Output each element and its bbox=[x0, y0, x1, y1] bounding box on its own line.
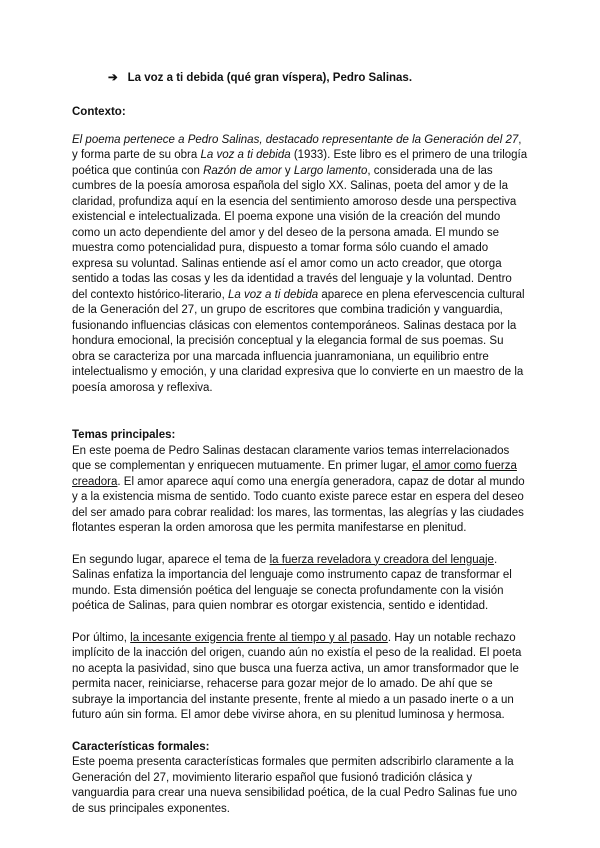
poem-title: La voz a ti debida (qué gran víspera), Pedro Salinas. bbox=[127, 72, 413, 84]
themes-paragraph-2: En segundo lugar, aparece el tema de la fuerza reveladora y creadora del lenguaje. Salinas enfatiza la importancia del lenguaje como instrumento capaz de transformar el mundo. Esta dimensión poética del lenguaje se conecta profundamente con la visión poética de Salinas, para quien nombrar es otorgar existencia, sentido e identidad. bbox=[72, 553, 512, 612]
context-paragraph: El poema pertenece a Pedro Salinas, destacado representante de la Generación del 27, y forma parte de su obra La voz a ti debida (1933). Este libro es el primero de una trilogía poética que continúa con Razón de amor y Largo lamento, considerada una de las cumbres de la poesía amorosa española del siglo XX. Salinas, poeta del amor y de la claridad, profundiza aquí en la esencia del sentimiento amoroso desde una perspectiva existencial e intelectualizada. El poema expone una visión de la creación del mundo como un acto dependiente del amor y del deseo de la persona amada. El mundo se muestra como potencialidad pura, dispuesto a tomar forma sólo cuando el amado expresa su voluntad. Salinas entiende así el amor como un acto creador, que otorga sentido a todas las cosas y les da identidad a través del lenguaje y la voluntad. Dentro del contexto histórico-literario, La voz a ti debida aparece en plena efervescencia cultural de la Generación del 27, un grupo de escritores que combina tradición y vanguardia, fusionando influencias clásicas con elementos contemporáneos. Salinas destaca por la hondura emocional, la precisión conceptual y la elegancia formal de sus poemas. Su obra se caracteriza por una marcada influencia juanramoniana, un equilibrio entre intelectualismo y emoción, y una claridad expresiva que lo convierte en un maestro de la poesía amorosa y reflexiva. bbox=[72, 133, 528, 394]
document-heading bbox=[108, 70, 528, 86]
formal-heading: Características formales: bbox=[72, 740, 210, 753]
context-heading: Contexto: bbox=[72, 106, 126, 118]
themes-paragraph-3: Por último, la incesante exigencia frente al tiempo y al pasado. Hay un notable rechazo implícito de la inacción del origen, cuando aún no existía el peso de la realidad. El poeta no acepta la pasividad, sino que busca una fuerza activa, un amor transformador que le permita nacer, reiniciarse, rehacerse para gozar mejor de lo amado. De ahí que se subraye la importancia del instante presente, frente al miedo a un pasado inerte o a un futuro aún sin forma. El amor debe vivirse ahora, en su plenitud luminosa y hermosa. bbox=[72, 631, 522, 721]
formal-paragraph: Este poema presenta características formales que permiten adscribirlo claramente a la Generación del 27, movimiento literario español que fusionó tradición clásica y vanguardia para crear una nueva sensibilidad poética, de la cual Pedro Salinas fue uno de sus principales exponentes. bbox=[72, 756, 517, 815]
themes-heading: Temas principales: bbox=[72, 429, 176, 441]
arrow-icon: ➔ bbox=[108, 72, 118, 84]
themes-paragraph-1: En este poema de Pedro Salinas destacan claramente varios temas interrelacionados que se complementan y enriquecen mutuamente. En primer lugar, el amor como fuerza creadora. El amor aparece aquí como una energía generadora, capaz de dotar al mundo y a la existencia misma de sentido. Todo cuanto existe parece estar en espera del deseo del ser amado para cobrar realidad: los mares, las tormentas, las alegrías y las ciudades flotantes esperan la orden amorosa que les permita manifestarse en plenitud. bbox=[72, 444, 525, 534]
